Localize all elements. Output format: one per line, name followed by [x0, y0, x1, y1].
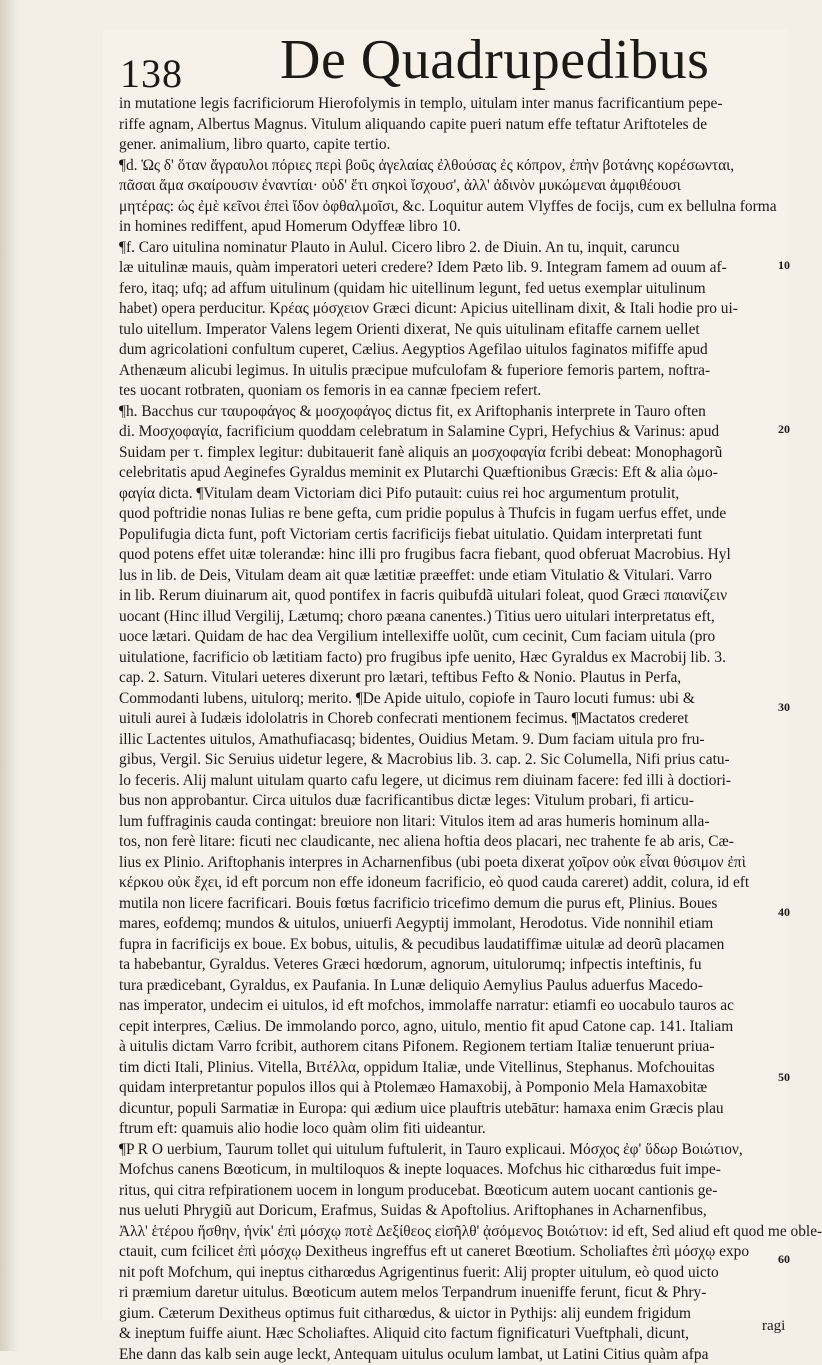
margin-line-number: 30: [778, 700, 790, 715]
text-line: uocant (Hinc illud Vergilij, Lætumq; choro pæana canentes.) Titius uero uitulari interpretatus eft,: [119, 607, 791, 628]
main-text-block: [119, 94, 791, 1320]
text-line: tulo uitellum. Imperator Valens legem Orienti dixerat, Ne quis uitulinam efitaffe carnem uellet: [119, 320, 791, 341]
text-line: μητέρας: ὡς ἐμὲ κεῖνοι ἐπεὶ ἴδον ὀφθαλμοῖσι, &c. Loquitur autem Vlyffes de focijs, cum ex bellulna forma: [119, 197, 791, 218]
text-line: quod poftridie nonas Iulias re bene gefta, cum pridie populus à Thufcis in fugam uerfus effet, unde: [119, 504, 791, 525]
text-line: in lib. Rerum diuinarum ait, quod pontifex in facris quibufdã uitulari foleat, quod Græci παιανίζειν: [119, 586, 791, 607]
text-line: illic Lactentes uitulos, Amathufiacasq; bidentes, Ouidius Metam. 9. Dum faciam uitula pro fru-: [119, 730, 791, 751]
margin-line-number: 50: [778, 1070, 790, 1085]
text-line: ¶f. Caro uitulina nominatur Plauto in Aulul. Cicero libro 2. de Diuin. An tu, inquit, caruncu: [119, 238, 791, 259]
text-line: ¶d. Ὡς δ' ὅταν ἄγραυλοι πόριες περὶ βοῦς ἀγελαίας ἐλθούσας ἐς κόπρον, ἐπὴν βοτάνης κορέσωνται,: [119, 156, 791, 177]
text-line: tim dicti Itali, Plinius. Vitella, Βιτέλλα, oppidum Italiæ, unde Vitellinus, Stephanus. Mofchouitas: [119, 1058, 791, 1079]
text-line: uitulatione, facrificio ob lætitiam facto) pro frugibus ipfe uenito, Hæc Gyraldus ex Macrobij lib. 3.: [119, 648, 791, 669]
text-line: nas imperator, undecim ei uitulos, id eft mofchos, immolaffe narratur: etiamfi eo uocabulo tauros ac: [119, 996, 791, 1017]
text-line: Ehe dann das kalb sein auge leckt, Antequam uitulus oculum lambat, ut Latini Citius quàm afpa: [119, 1345, 791, 1365]
text-line: cap. 2. Saturn. Vitulari ueteres dixerunt pro lætari, teftibus Fefto & Nonio. Plautus in Perfa,: [119, 668, 791, 689]
text-line: mares, eofdemq; mundos & uitulos, uniuerfi Aegyptij immolant, Herodotus. Vide nonnihil etiam: [119, 914, 791, 935]
text-line: ctauit, cum fcilicet ἐπὶ μόσχῳ Dexitheus ingreffus eft ut caneret Bœotium. Scholiaftes ἐπὶ μόσχῳ expo: [119, 1242, 791, 1263]
text-line: ritus, qui citra refpirationem uocem in longum producebat. Bœoticum autem uocant cantionis ge-: [119, 1181, 791, 1202]
text-line: uoce lætari. Quidam de hac dea Vergilium intellexiffe uolũt, cum cecinit, Cum faciam uitula (pro: [119, 627, 791, 648]
text-line: gibus, Vergil. Sic Seruius uidetur legere, & Macrobius lib. 3. cap. 2. Sic Columella, Nifi prius catu-: [119, 750, 791, 771]
running-title: De Quadrupedibus: [280, 28, 709, 92]
text-line: ri præmium daretur uitulus. Bœoticum autem melos Terpandrum inueniffe ferunt, ficut & Phry-: [119, 1283, 791, 1304]
text-line: Suidam per τ. fimplex legitur: dubitauerit fanè aliquis an μοσχοφαγία fcribi debeat: Monophagorũ: [119, 443, 791, 464]
text-line: gium. Cæterum Dexitheus optimus fuit citharœdus, & uictor in Pythijs: alij eundem frigidum: [119, 1304, 791, 1325]
text-line: fero, itaq; ufq; ad affum uitulinum (quidam hic uitellinum legunt, fed uetus exemplar uitulinum: [119, 279, 791, 300]
page-header: [118, 24, 778, 94]
text-line: riffe agnam, Albertus Magnus. Vitulum aliquando capite pueri natum effe teftatur Ariftoteles de: [119, 115, 791, 136]
text-line: habet) opera perducitur. Κρέας μόσχειον Græci dicunt: Apicius uitellinam dixit, & Itali hodie pro ui-: [119, 299, 791, 320]
text-line: Mofchus canens Bœoticum, in multiloquos & inepte loquaces. Mofchus hic citharœdus fuit impe-: [119, 1160, 791, 1181]
page-number: 138: [120, 50, 183, 97]
margin-line-number: 40: [778, 905, 790, 920]
text-line: celebritatis apud Aeginefes Gyraldus meminit ex Plutarchi Quæftionibus Græcis: Eft & alia ὠμο-: [119, 463, 791, 484]
text-line: dum agricolationi confultum cuperet, Cælius. Aegyptios Agefilao uitulos faginatos mififfe apud: [119, 340, 791, 361]
text-line: cepit interpres, Cælius. De immolando porco, agno, uitulo, mentio fit apud Catone cap. 141. Italiam: [119, 1017, 791, 1038]
text-line: quod potens effet uitæ tolerandæ: hinc illi pro frugibus facra fiebant, quod obferuat Macrobius. Hyl: [119, 545, 791, 566]
text-line: lum fuffraginis cauda contingat: breuiore non litari: Vitulos item ad aras humeris hominum alla-: [119, 812, 791, 833]
text-line: fupra in facrificijs ex boue. Ex bobus, uitulis, & pecudibus laudatiffimæ uitulæ ad deorũ placamen: [119, 935, 791, 956]
text-line: di. Μοσχοφαγία, facrificium quoddam celebratum in Salamine Cypri, Hefychius & Varinus: apud: [119, 422, 791, 443]
text-line: tura prædicebant, Gyraldus, ex Paufania. In Lunæ deliquio Aemylius Paulus aduerfus Macedo-: [119, 976, 791, 997]
text-line: tos, non ferè litare: ficuti nec claudicante, nec aliena hoftia deos placari, nec trahente fe ab aris, Cæ-: [119, 832, 791, 853]
text-line: ¶h. Bacchus cur ταυροφάγος & μοσχοφάγος dictus fit, ex Ariftophanis interprete in Tauro often: [119, 402, 791, 423]
text-line: uituli aurei à Iudæis idololatris in Choreb confecrati mentionem fecimus. ¶Mactatos crederet: [119, 709, 791, 730]
text-line: ta habebantur, Gyraldus. Veteres Græci hœdorum, agnorum, uitulorumq; infpectis inteftinis, fu: [119, 955, 791, 976]
text-line: lus in lib. de Deis, Vitulam deam ait quæ lætitiæ præeffet: unde etiam Vitulatio & Vitulari. Varro: [119, 566, 791, 587]
text-line: Athenæum alicubi legimus. In uitulis præcipue mufculofam & fuperiore femoris partem, noftra-: [119, 361, 791, 382]
text-line: in mutatione legis facrificiorum Hierofolymis in templo, uitulam inter manus facrificantium pepe-: [119, 94, 791, 115]
margin-line-number: 20: [778, 422, 790, 437]
margin-line-number: 60: [778, 1252, 790, 1267]
text-line: πᾶσαι ἅμα σκαίρουσιν ἐναντίαι· οὐδ' ἔτι σηκοὶ ἴσχουσ', ἀλλ' ἀδινὸν μυκώμεναι ἀμφιθέουσι: [119, 176, 791, 197]
text-line: gener. animalium, libro quarto, capite tertio.: [119, 135, 791, 156]
text-line: lius ex Plinio. Ariftophanis interpres in Acharnenfibus (ubi poeta dixerat χοῖρον οὐκ εἶναι θύσιμον ἐπὶ: [119, 853, 791, 874]
text-line: & ineptum fuiffe aiunt. Hæc Scholiaftes. Aliquid cito factum fignificaturi Vueftphali, dicunt,: [119, 1324, 791, 1345]
text-line: Ἀλλ' ἑτέρου ἥσθην, ἡνίκ' ἐπὶ μόσχῳ ποτὲ Δεξίθεος εἰσῆλθ' ᾀσόμενος Βοιώτιον: id eft, Sed aliud eft quod me oble-: [119, 1222, 791, 1243]
text-line: Populifugia dicta funt, poft Victoriam certis facrificijs fiebat uitulatio. Quidam interpretati funt: [119, 525, 791, 546]
text-line: læ uitulinæ mauis, quàm imperatori ueteri credere? Idem Pæto lib. 9. Integram famem ad ouum af-: [119, 258, 791, 279]
text-line: bus non approbantur. Circa uitulos duæ facrificantibus dictæ leges: Vitulum probari, fi articu-: [119, 791, 791, 812]
text-line: φαγία dicta. ¶Vitulam deam Victoriam dici Pifo putauit: cuius rei hoc argumentum protulit,: [119, 484, 791, 505]
text-line: ¶P R O uerbium, Taurum tollet qui uitulum fuftulerit, in Tauro explicaui. Μόσχος ἐφ' ὕδωρ Βοιώτιον,: [119, 1140, 791, 1161]
text-line: dicuntur, populi Sarmatiæ in Europa: qui ædium uice plauftris utebātur: hamaxa enim Græcis plau: [119, 1099, 791, 1120]
text-line: à uitulis dictam Varro fcribit, authorem citans Pifonem. Regionem tertiam Italiæ tenuerunt priua-: [119, 1037, 791, 1058]
margin-line-number: 10: [778, 258, 790, 273]
gutter-shadow: [0, 0, 18, 1351]
text-line: quidam interpretantur populos illos qui à Ptolemæo Hamaxobij, à Pomponio Mela Hamaxobitæ: [119, 1078, 791, 1099]
text-line: mutila non licere facrificari. Bouis fœtus facrificio tricefimo demum die purus eft, Plinius. Boues: [119, 894, 791, 915]
text-line: nit poft Mofchum, qui ineptus citharœdus Agrigentinus fuerit: Alij propter uitulum, eò quod uicto: [119, 1263, 791, 1284]
text-line: tes uocant rotbraten, quoniam os femoris in ea cannæ fpeciem refert.: [119, 381, 791, 402]
text-line: Commodanti lubens, uitulorq; merito. ¶De Apide uitulo, copiofe in Tauro locuti fumus: ubi &: [119, 689, 791, 710]
text-line: in homines rediffent, apud Homerum Odyffeæ libro 10.: [119, 217, 791, 238]
text-line: lo feceris. Alij malunt uitulam quarto cafu legere, ut dicimus rem diuinam facere: fed illi à doctiori-: [119, 771, 791, 792]
text-line: ftrum eft: quamuis alio hodie loco quàm olim fiti uideantur.: [119, 1119, 791, 1140]
text-line: κέρκου οὐκ ἔχει, id eft porcum non effe idoneum facrificio, eò quod cauda careret) addit, colura, id eft: [119, 873, 791, 894]
text-line: nus ueluti Phrygiũ aut Doricum, Erafmus, Suidas & Apoftolius. Ariftophanes in Acharnenfibus,: [119, 1201, 791, 1222]
catchword: ragi: [762, 1318, 785, 1335]
